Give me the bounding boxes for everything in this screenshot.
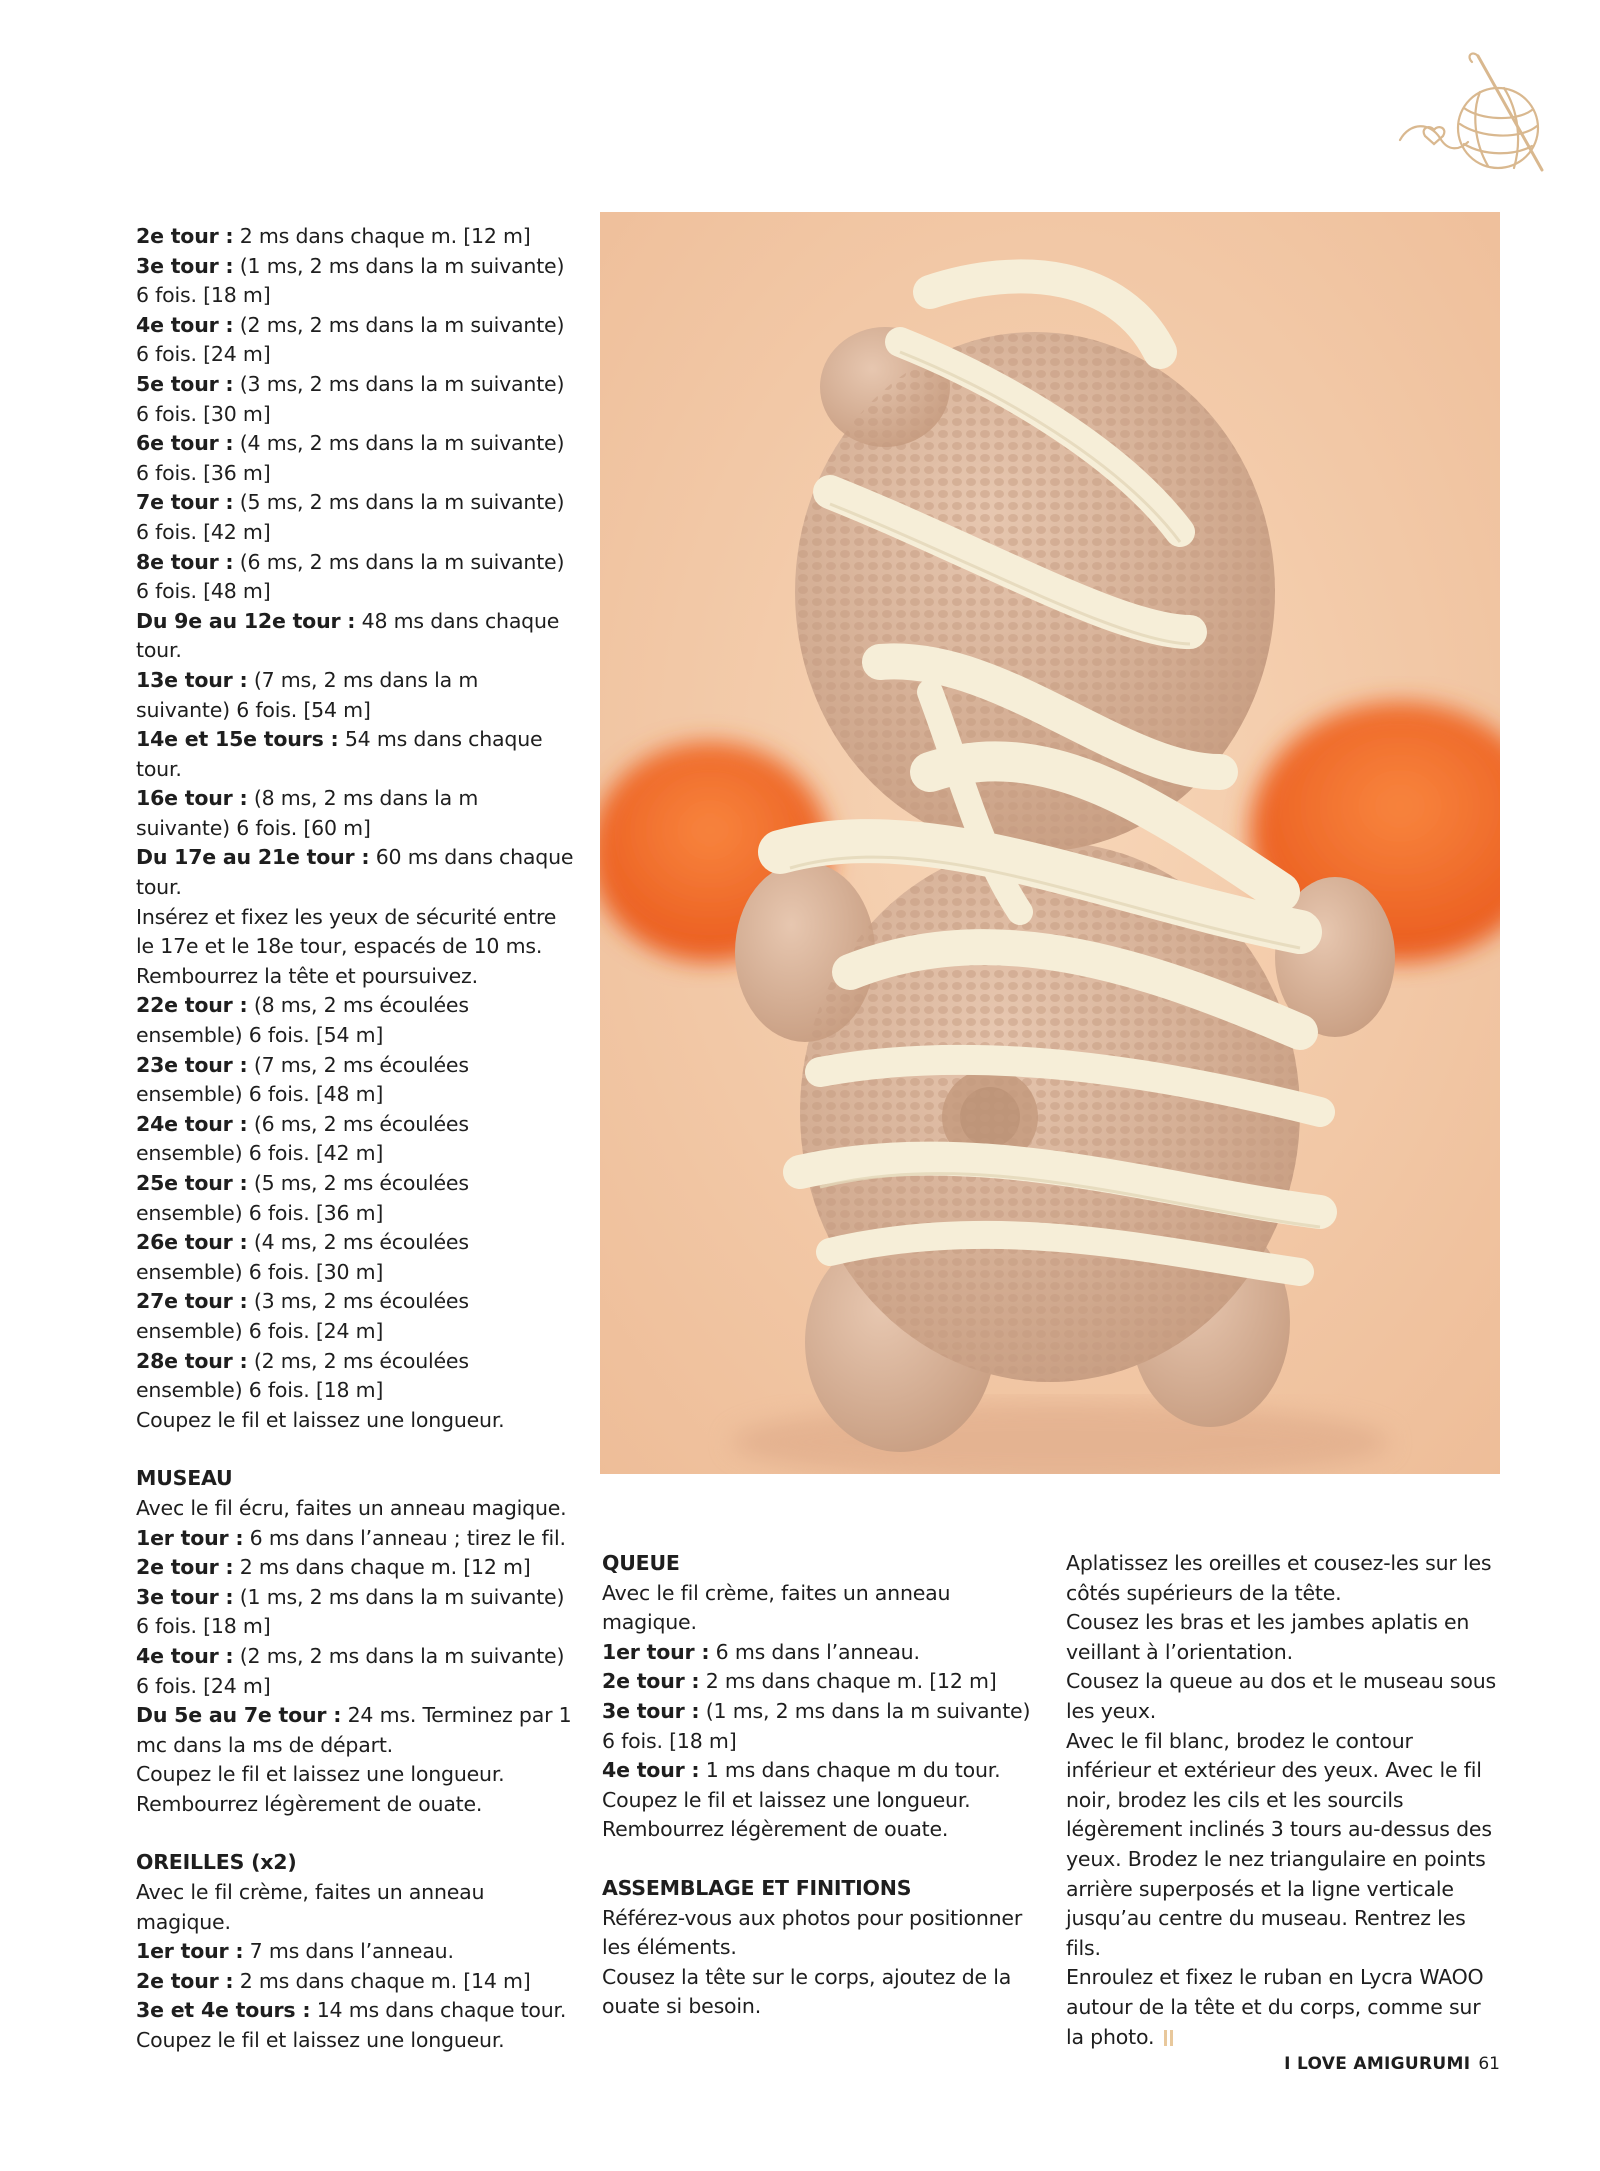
step-label: 25e tour : [136,1171,248,1195]
instruction-step [136,548,574,607]
step-text: 6 ms dans l’anneau. [709,1639,920,1664]
left-text-column [136,222,574,2056]
step-text: (2 ms, 2 ms écoulées ensemble) 6 fois. [18 m] [136,1348,469,1403]
step-label: 6e tour : [136,431,234,456]
step-text: 2 ms dans chaque m. [12 m] [233,224,531,248]
instruction-step [136,725,574,784]
instruction-step [136,222,574,252]
instruction-text [136,1760,574,1819]
instruction-step [136,607,574,666]
step-label: 3e tour : [602,1698,700,1723]
instruction-step [602,1756,1034,1786]
step-text: 24 ms. Terminez par 1 mc dans la ms de départ. [136,1703,572,1757]
step-text: (2 ms, 2 ms dans la m suivante) 6 fois. [24 m] [136,312,565,367]
step-label: 4e tour : [136,312,234,337]
step-label: 2e tour : [602,1669,700,1694]
crochet-mummy-bear-photo [600,212,1500,1474]
step-label: Du 9e au 12e tour : [136,608,356,633]
step-label: Du 5e au 7e tour : [136,1703,342,1728]
step-label: 5e tour : [136,371,234,396]
step-text: Enroulez et fixez le ruban en Lycra WAOO autour de la tête et du corps, comme sur la photo. [1066,1965,1484,2049]
instruction-step [136,1228,574,1287]
step-text: 6 ms dans l’anneau ; tirez le fil. [243,1525,566,1550]
instruction-text [136,2026,574,2056]
instruction-text [602,1579,1034,1638]
step-label: 14e et 15e tours : [136,727,339,752]
step-text: Cousez la queue au dos et le museau sous les yeux. [1066,1669,1496,1723]
instruction-step [136,429,574,488]
step-text: Insérez et fixez les yeux de sécurité entre le 17e et le 18e tour, espacés de 10 ms. [136,904,557,959]
instruction-step [136,784,574,843]
step-label: 16e tour : [136,786,248,811]
step-text: Coupez le fil et laissez une longueur. Rembourrez légèrement de ouate. [602,1787,971,1842]
step-label: 8e tour : [136,549,234,574]
step-label: 1er tour : [136,1939,244,1964]
step-label: 28e tour : [136,1348,248,1373]
step-text: (4 ms, 2 ms écoulées ensemble) 6 fois. [30 m] [136,1230,469,1284]
section-heading: QUEUE [602,1551,680,1575]
end-mark-icon [1164,2030,1174,2046]
step-text: Avec le fil écru, faites un anneau magique. [136,1495,567,1520]
step-text: 1 ms dans chaque m du tour. [699,1758,1001,1783]
instruction-text [1066,1667,1502,1726]
step-text: 2 ms dans chaque m. [12 m] [699,1669,997,1694]
instruction-step [136,1553,574,1583]
instruction-text [1066,1963,1502,2052]
step-label: 4e tour : [136,1643,234,1668]
paragraph-gap [136,1819,574,1848]
step-text: (7 ms, 2 ms écoulées ensemble) 6 fois. [48 m] [136,1052,469,1107]
step-text: Coupez le fil et laissez une longueur. [136,2028,505,2053]
step-text: Avec le fil crème, faites un anneau magique. [136,1880,485,1934]
instruction-text [136,1878,574,1937]
step-text: Coupez le fil et laissez une longueur. Rembourrez légèrement de ouate. [136,1762,505,1816]
step-text: 14 ms dans chaque tour. [310,1998,567,2023]
instruction-step [136,1169,574,1228]
instruction-step [136,1967,574,1997]
step-text: (4 ms, 2 ms dans la m suivante) 6 fois. [36 m] [136,431,565,485]
step-text: (8 ms, 2 ms dans la m suivante) 6 fois. [60 m] [136,786,479,840]
step-text: 7 ms dans l’anneau. [243,1939,454,1964]
step-label: 13e tour : [136,667,248,692]
step-label: 2e tour : [136,224,234,248]
step-text: Cousez la tête sur le corps, ajoutez de la ouate si besoin. [602,1964,1012,2019]
step-label: 2e tour : [136,1968,234,1993]
step-text: (8 ms, 2 ms écoulées ensemble) 6 fois. [54 m] [136,993,469,1048]
section-heading: ASSEMBLAGE ET FINITIONS [602,1875,912,1900]
instruction-step [602,1667,1034,1697]
instruction-step [136,370,574,429]
step-label: 7e tour : [136,490,234,515]
page-number: 61 [1478,2054,1500,2074]
instruction-step [136,488,574,547]
step-label: 1er tour : [136,1525,244,1550]
step-label: 2e tour : [136,1555,234,1580]
instruction-text [602,1963,1034,2022]
step-text: 2 ms dans chaque m. [12 m] [233,1555,531,1580]
instruction-step [136,1347,574,1406]
step-label: 3e tour : [136,253,234,278]
instruction-step [136,666,574,725]
step-text: Rembourrez la tête et poursuivez. [136,963,478,988]
instruction-step [602,1697,1034,1756]
step-text: 54 ms dans chaque tour. [136,727,543,781]
step-text: Coupez le fil et laissez une longueur. [136,1407,505,1432]
step-text: Avec le fil crème, faites un anneau magique. [602,1580,951,1635]
section-heading: OREILLES (x2) [136,1850,297,1875]
step-text: (2 ms, 2 ms dans la m suivante) 6 fois. [24 m] [136,1643,565,1698]
step-text: Avec le fil blanc, brodez le contour inférieur et extérieur des yeux. Avec le fil noir, brodez les cils et les sourcils légèrement inclinés 3 tours au-dessus des yeux. Brodez le nez triangulaire en points arrière superposés et la ligne verticale jusqu’au centre du museau. Rentrez les fils. [1066,1728,1492,1960]
instruction-step [136,1701,574,1760]
instruction-text [136,1494,574,1524]
step-label: 3e et 4e tours : [136,1998,311,2023]
step-text: Aplatissez les oreilles et cousez-les sur les côtés supérieurs de la tête. [1066,1551,1492,1605]
instruction-step [136,1110,574,1169]
page-footer [1284,2053,1500,2075]
yarn-ball-logo-icon [1380,42,1560,182]
instruction-text [136,962,574,992]
step-label: 26e tour : [136,1230,248,1255]
step-text: (1 ms, 2 ms dans la m suivante) 6 fois. [18 m] [136,253,565,308]
step-text: 60 ms dans chaque tour. [136,845,574,900]
step-text: (6 ms, 2 ms écoulées ensemble) 6 fois. [42 m] [136,1111,469,1166]
step-text: (3 ms, 2 ms écoulées ensemble) 6 fois. [24 m] [136,1289,469,1343]
instruction-step [136,1524,574,1554]
instruction-step [136,1583,574,1642]
right-text-column [1066,1549,1502,2052]
step-text: (7 ms, 2 ms dans la m suivante) 6 fois. [54 m] [136,667,479,722]
step-label: 3e tour : [136,1584,234,1609]
instruction-step [136,1287,574,1346]
instruction-step [136,252,574,311]
step-text: (6 ms, 2 ms dans la m suivante) 6 fois. [48 m] [136,549,565,604]
instruction-text [136,1406,574,1436]
instruction-step [136,1642,574,1701]
step-text: (5 ms, 2 ms écoulées ensemble) 6 fois. [36 m] [136,1171,469,1225]
instruction-text [602,1904,1034,1963]
instruction-text [1066,1549,1502,1608]
instruction-step [136,991,574,1050]
section-heading: MUSEAU [136,1466,233,1491]
instruction-step [136,311,574,370]
step-label: 27e tour : [136,1289,248,1314]
paragraph-gap [136,1435,574,1464]
step-text: (1 ms, 2 ms dans la m suivante) 6 fois. [18 m] [136,1584,565,1639]
step-text: 2 ms dans chaque m. [14 m] [233,1968,531,1993]
step-text: (3 ms, 2 ms dans la m suivante) 6 fois. [30 m] [136,371,565,426]
step-label: 24e tour : [136,1111,248,1136]
instruction-step [136,1937,574,1967]
instruction-step [136,1996,574,2026]
instruction-step [136,1051,574,1110]
paragraph-gap [602,1845,1034,1874]
instruction-text [602,1786,1034,1845]
step-label: Du 17e au 21e tour : [136,845,370,870]
step-label: 4e tour : [602,1758,700,1783]
step-text: Référez-vous aux photos pour positionner les éléments. [602,1905,1023,1960]
step-label: 1er tour : [602,1639,710,1664]
step-label: 22e tour : [136,993,248,1018]
step-text: (1 ms, 2 ms dans la m suivante) 6 fois. [18 m] [602,1698,1031,1753]
instruction-step [602,1638,1034,1668]
step-label: 23e tour : [136,1052,248,1077]
instruction-step [136,843,574,902]
step-text: 48 ms dans chaque tour. [136,608,560,663]
instruction-text [136,903,574,962]
step-text: Cousez les bras et les jambes aplatis en veillant à l’orientation. [1066,1610,1470,1664]
instruction-text [1066,1727,1502,1964]
instruction-text [1066,1608,1502,1667]
step-text: (5 ms, 2 ms dans la m suivante) 6 fois. [42 m] [136,490,565,544]
magazine-brand: I LOVE AMIGURUMI [1284,2054,1471,2074]
middle-text-column [602,1549,1034,2022]
